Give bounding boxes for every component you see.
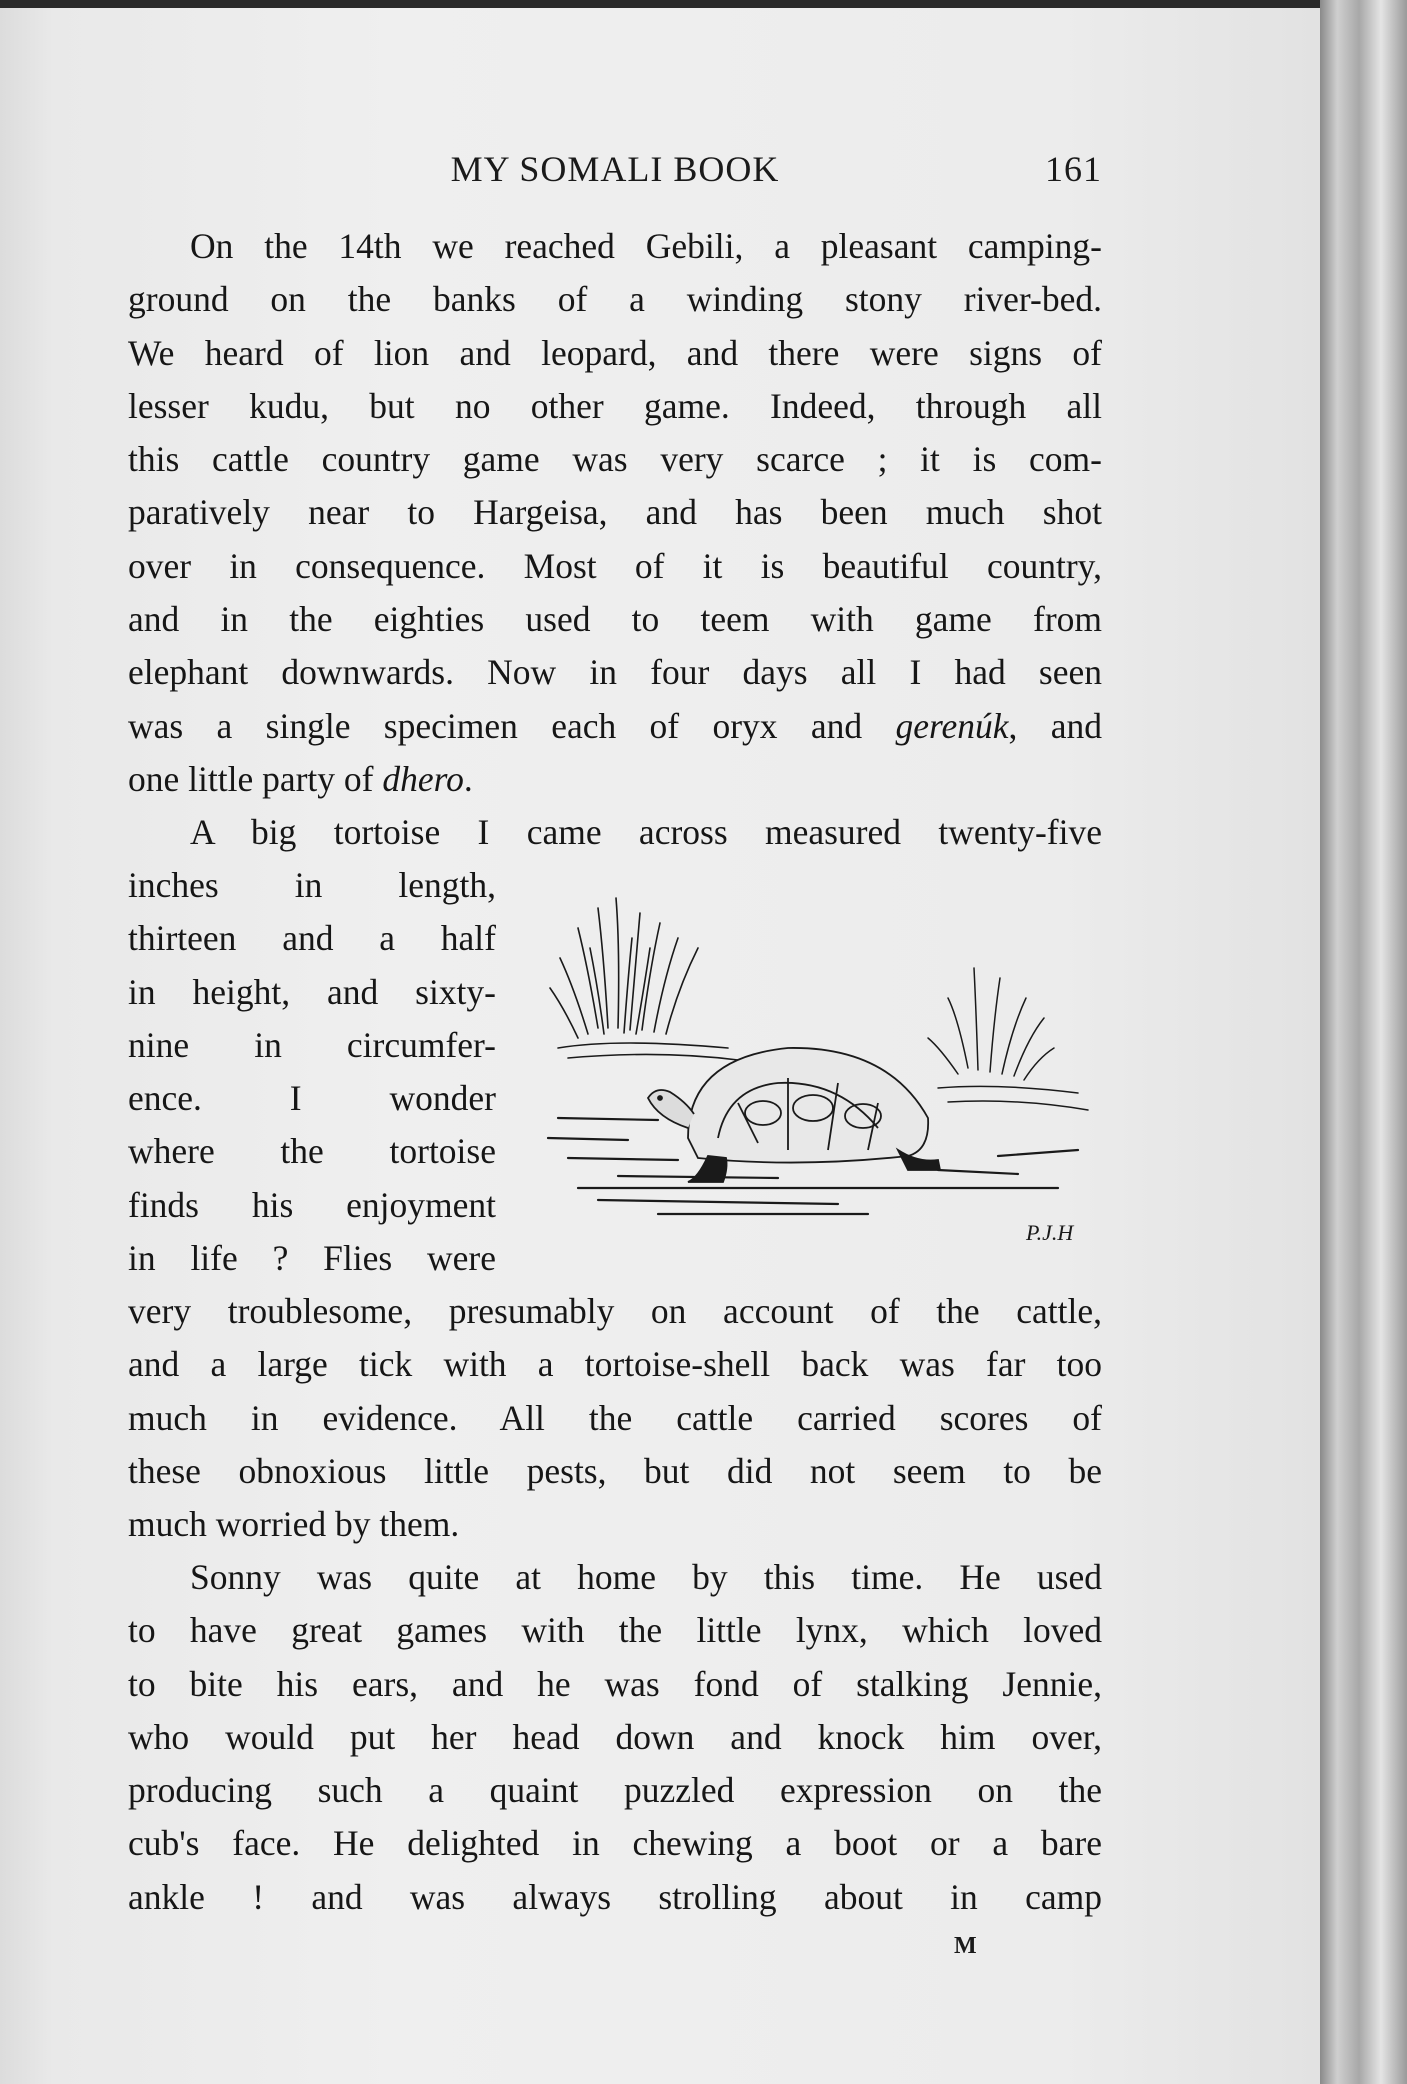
grass-tuft-left [550,898,738,1060]
text-line: We heard of lion and leopard, and there were signs of [128,332,1102,373]
text-line: thirteen and a half [128,918,496,959]
page-edge [1320,0,1407,2084]
paragraph-2-wrap-column [128,859,496,1285]
signature-mark: M [954,1933,977,1959]
paragraph-2-start [128,806,1102,859]
tortoise-illustration [538,888,1104,1248]
text-line: where the tortoise [128,1131,496,1172]
text-line: finds his enjoyment [128,1184,496,1225]
text-line: inches in length, [128,865,496,905]
text-line: ankle ! and was always strolling about in camp [128,1876,1102,1917]
svg-text:P.J.H: P.J.H [1026,1220,1074,1245]
text-line: On the 14th we reached Gebili, a pleasant camping- [190,226,1102,266]
text-line: ground on the banks of a winding stony river-bed. [128,279,1102,320]
text-line: much in evidence. All the cattle carried scores of [128,1397,1102,1438]
text-line: elephant downwards. Now in four days all I had seen [128,652,1102,693]
text-line: this cattle country game was very scarce ; it is com- [128,439,1102,480]
text-line: nine in circumfer- [128,1024,496,1065]
text-line: producing such a quaint puzzled expression on the [128,1770,1102,1811]
text-line: and in the eighties used to teem with game from [128,599,1102,640]
text-line-italic-words: was a single specimen each of oryx and gerenúk, and [128,705,1102,746]
text-line: A big tortoise I came across measured twenty-five [190,812,1102,852]
text-line: ence. I wonder [128,1078,496,1119]
paragraph-3 [128,1551,1102,1924]
text-line: these obnoxious little pests, but did not seem to be [128,1450,1102,1491]
text-line: paratively near to Hargeisa, and has been much shot [128,492,1102,533]
text-line: much worried by them. [128,1504,460,1545]
paragraph-2-continued [128,1285,1102,1551]
text-line: and a large tick with a tortoise-shell back was far too [128,1344,1102,1385]
page-number: 161 [1045,149,1102,189]
text-line-italic-words: one little party of dhero. [128,758,473,799]
text-line: cub's face. He delighted in chewing a boot or a bare [128,1823,1102,1864]
text-line: in height, and sixty- [128,971,496,1012]
text-line: to bite his ears, and he was fond of stalking Jennie, [128,1663,1102,1704]
text-line: who would put her head down and knock him over, [128,1716,1102,1757]
running-header [128,148,1102,194]
text-line: over in consequence. Most of it is beautiful country, [128,545,1102,586]
text-line: lesser kudu, but no other game. Indeed, through all [128,385,1102,426]
signature-initials [1025,1220,1074,1245]
grass-tuft-right [928,968,1088,1110]
paragraph-1 [128,220,1102,806]
running-title: MY SOMALI BOOK [450,149,780,189]
book-page [0,8,1320,2084]
tortoise-shell [648,1048,940,1182]
text-line: in life ? Flies were [128,1238,496,1279]
text-line: very troublesome, presumably on account of the cattle, [128,1291,1102,1331]
text-line: to have great games with the little lynx, which loved [128,1610,1102,1651]
text-line: Sonny was quite at home by this time. He used [190,1557,1102,1597]
